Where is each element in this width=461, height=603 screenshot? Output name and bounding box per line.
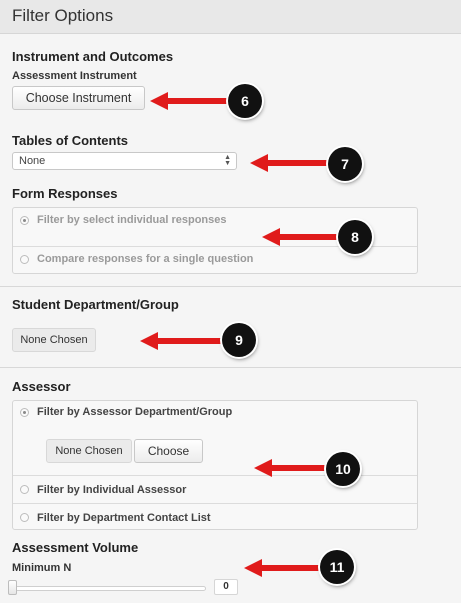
- form-responses-heading: Form Responses: [12, 186, 118, 201]
- radio-unselected[interactable]: [20, 485, 29, 494]
- assessor-option-label: Filter by Individual Assessor: [37, 484, 187, 496]
- toc-selected-value: None: [19, 155, 46, 167]
- callout-badge: 11: [320, 550, 354, 584]
- callout-arrow-icon: [262, 226, 340, 248]
- radio-selected[interactable]: [20, 408, 29, 417]
- student-dept-heading: Student Department/Group: [12, 297, 179, 312]
- assessor-option[interactable]: [13, 503, 417, 530]
- toc-heading: Tables of Contents: [12, 133, 129, 148]
- section-divider: [0, 367, 461, 368]
- minimum-n-value: 0: [214, 579, 238, 595]
- assessor-option-label: Filter by Department Contact List: [37, 512, 211, 524]
- assessor-choose-button[interactable]: Choose: [134, 439, 203, 463]
- select-arrows-icon: ▲ ▼: [224, 154, 231, 167]
- callout-arrow-icon: [140, 330, 224, 352]
- callout-badge: 7: [328, 147, 362, 181]
- choose-instrument-button[interactable]: Choose Instrument: [12, 86, 145, 110]
- callout-badge: 9: [222, 323, 256, 357]
- minimum-n-slider-thumb[interactable]: [8, 580, 17, 595]
- callout-arrow-icon: [150, 90, 232, 112]
- assessor-option-label: Filter by Assessor Department/Group: [37, 406, 233, 418]
- radio-unselected[interactable]: [20, 513, 29, 522]
- assessment-volume-heading: Assessment Volume: [12, 540, 139, 555]
- student-dept-none-chosen-button[interactable]: None Chosen: [12, 328, 96, 352]
- assessor-heading: Assessor: [12, 379, 71, 394]
- section-divider: [0, 286, 461, 287]
- radio-selected[interactable]: [20, 216, 29, 225]
- minimum-n-label: Minimum N: [12, 562, 72, 574]
- instrument-heading: Instrument and Outcomes: [12, 49, 174, 64]
- callout-badge: 6: [228, 84, 262, 118]
- callout-arrow-icon: [250, 152, 330, 174]
- callout-arrow-icon: [244, 557, 322, 579]
- minimum-n-slider-track[interactable]: [10, 586, 206, 591]
- callout-arrow-icon: [254, 457, 328, 479]
- assessment-instrument-label: Assessment Instrument: [12, 70, 137, 82]
- form-response-option-label: Filter by select individual responses: [37, 214, 227, 226]
- callout-badge: 10: [326, 452, 360, 486]
- assessor-none-chosen-button[interactable]: None Chosen: [46, 439, 132, 463]
- toc-select[interactable]: [12, 152, 237, 170]
- callout-badge: 8: [338, 220, 372, 254]
- radio-unselected[interactable]: [20, 255, 29, 264]
- panel-title: Filter Options: [12, 6, 114, 25]
- form-response-option-label: Compare responses for a single question: [37, 253, 254, 265]
- panel-header: [0, 0, 461, 34]
